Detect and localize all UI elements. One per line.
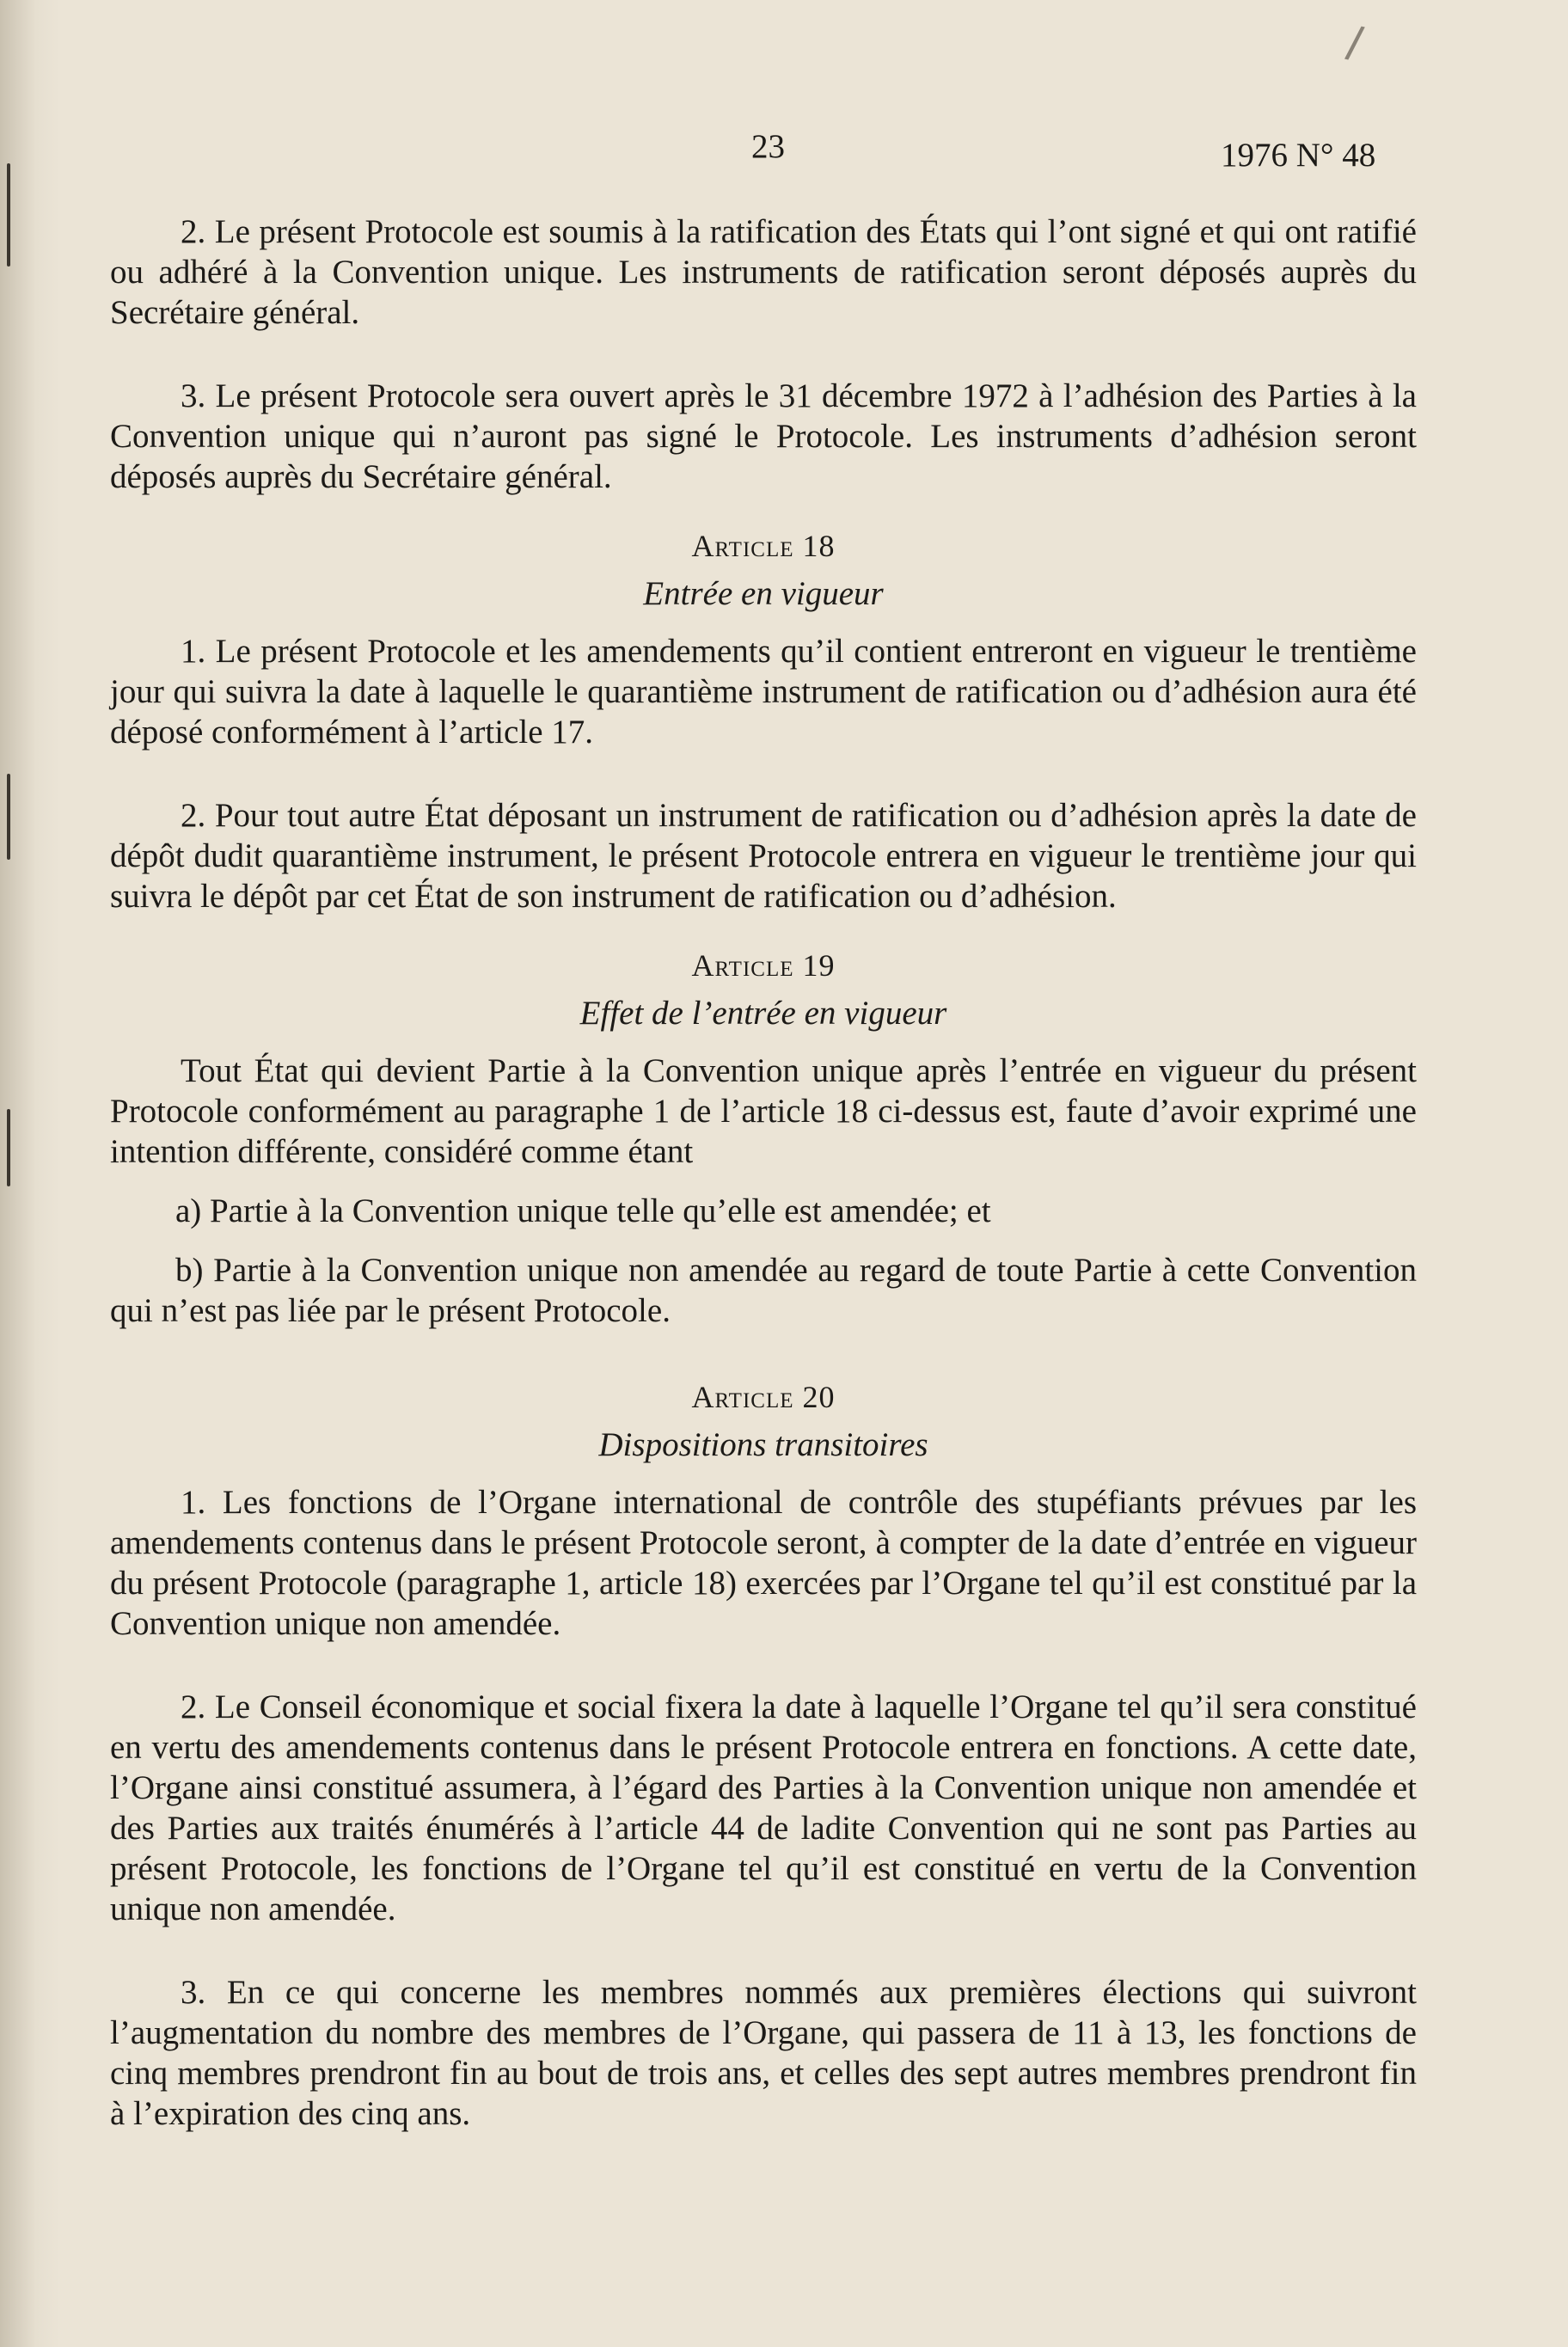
margin-bar-mark xyxy=(7,163,10,267)
page-number: 23 xyxy=(751,128,785,165)
article-18-subtitle: Entrée en vigueur xyxy=(643,575,884,612)
document-reference: 1976 N° 48 xyxy=(1221,137,1376,174)
article-19-subtitle: Effet de l’entrée en vigueur xyxy=(579,995,947,1032)
margin-bar-mark xyxy=(7,1109,10,1186)
paragraph: Tout État qui devient Partie à la Convention unique après l’entrée en vigueur du présent Protocole conformément au paragraphe 1 de l’article 18 ci-dessus est, faute d’avoir exprimé une intention différente, considéré comme étant xyxy=(110,1052,1417,1170)
paragraph: 2. Le Conseil économique et social fixera la date à laquelle l’Organe tel qu’il sera constitué en vertu des amendements contenus dans le présent Protocole entrera en fonctions. A cette date, l’Organe ainsi constitué assumera, à l’égard des Parties à la Convention unique non amendée et des Parties aux traités énumérés à l’article 44 de ladite Convention qui ne sont pas Parties au présent Protocole, les fonctions de l’Organe tel qu’il est constitué en vertu de la Convention unique non amendée. xyxy=(110,1688,1417,1927)
page-header xyxy=(0,120,1568,172)
article-20-subtitle: Dispositions transitoires xyxy=(598,1426,928,1463)
article-18-title: Article 18 xyxy=(691,529,836,563)
article-19-title: Article 19 xyxy=(691,948,836,983)
margin-bar-mark xyxy=(7,774,10,860)
list-item-a: a) Partie à la Convention unique telle qu’elle est amendée; et xyxy=(175,1192,991,1229)
paragraph: 1. Les fonctions de l’Organe international de contrôle des stupéfiants prévues par les amendements contenus dans le présent Protocole seront, à compter de la date d’entrée en vigueur du présent Protocole (paragraphe 1, article 18) exercées par l’Organe tel qu’il est constitué par la Convention unique non amendée. xyxy=(110,1484,1417,1642)
paragraph: 3. En ce qui concerne les membres nommés aux premières élections qui suivront l’augmentation du nombre des membres de l’Organe, qui passera de 11 à 13, les fonctions de cinq membres prendront fin au bout de trois ans, et celles des sept autres membres prendront fin à l’expiration des cinq ans. xyxy=(110,1974,1417,2132)
paragraph: 3. Le présent Protocole sera ouvert après le 31 décembre 1972 à l’adhésion des Parties à la Convention unique qui n’auront pas signé le Protocole. Les instruments d’adhésion seront déposés auprès du Secrétaire général. xyxy=(110,377,1417,495)
paragraph: 1. Le présent Protocole et les amendements qu’il contient entreront en vigueur le trentième jour qui suivra la date à laquelle le quarantième instrument de ratification ou d’adhésion aura été déposé conformément à l’article 17. xyxy=(110,633,1417,751)
paragraph: 2. Pour tout autre État déposant un instrument de ratification ou d’adhésion après la date de dépôt dudit quarantième instrument, le présent Protocole entrera en vigueur le trentième jour qui suivra le dépôt par cet État de son instrument de ratification ou d’adhésion. xyxy=(110,797,1417,915)
pencil-mark: / xyxy=(1342,15,1367,71)
list-item-b: b) Partie à la Convention unique non amendée au regard de toute Partie à cette Convention qui n’est pas liée par le présent Protocole. xyxy=(110,1252,1417,1329)
article-20-title: Article 20 xyxy=(691,1380,836,1414)
paragraph: 2. Le présent Protocole est soumis à la ratification des États qui l’ont signé et qui ont ratifié ou adhéré à la Convention unique. Les instruments de ratification seront déposés auprès du Secrétaire général. xyxy=(110,213,1417,331)
document-body xyxy=(110,211,1417,2177)
